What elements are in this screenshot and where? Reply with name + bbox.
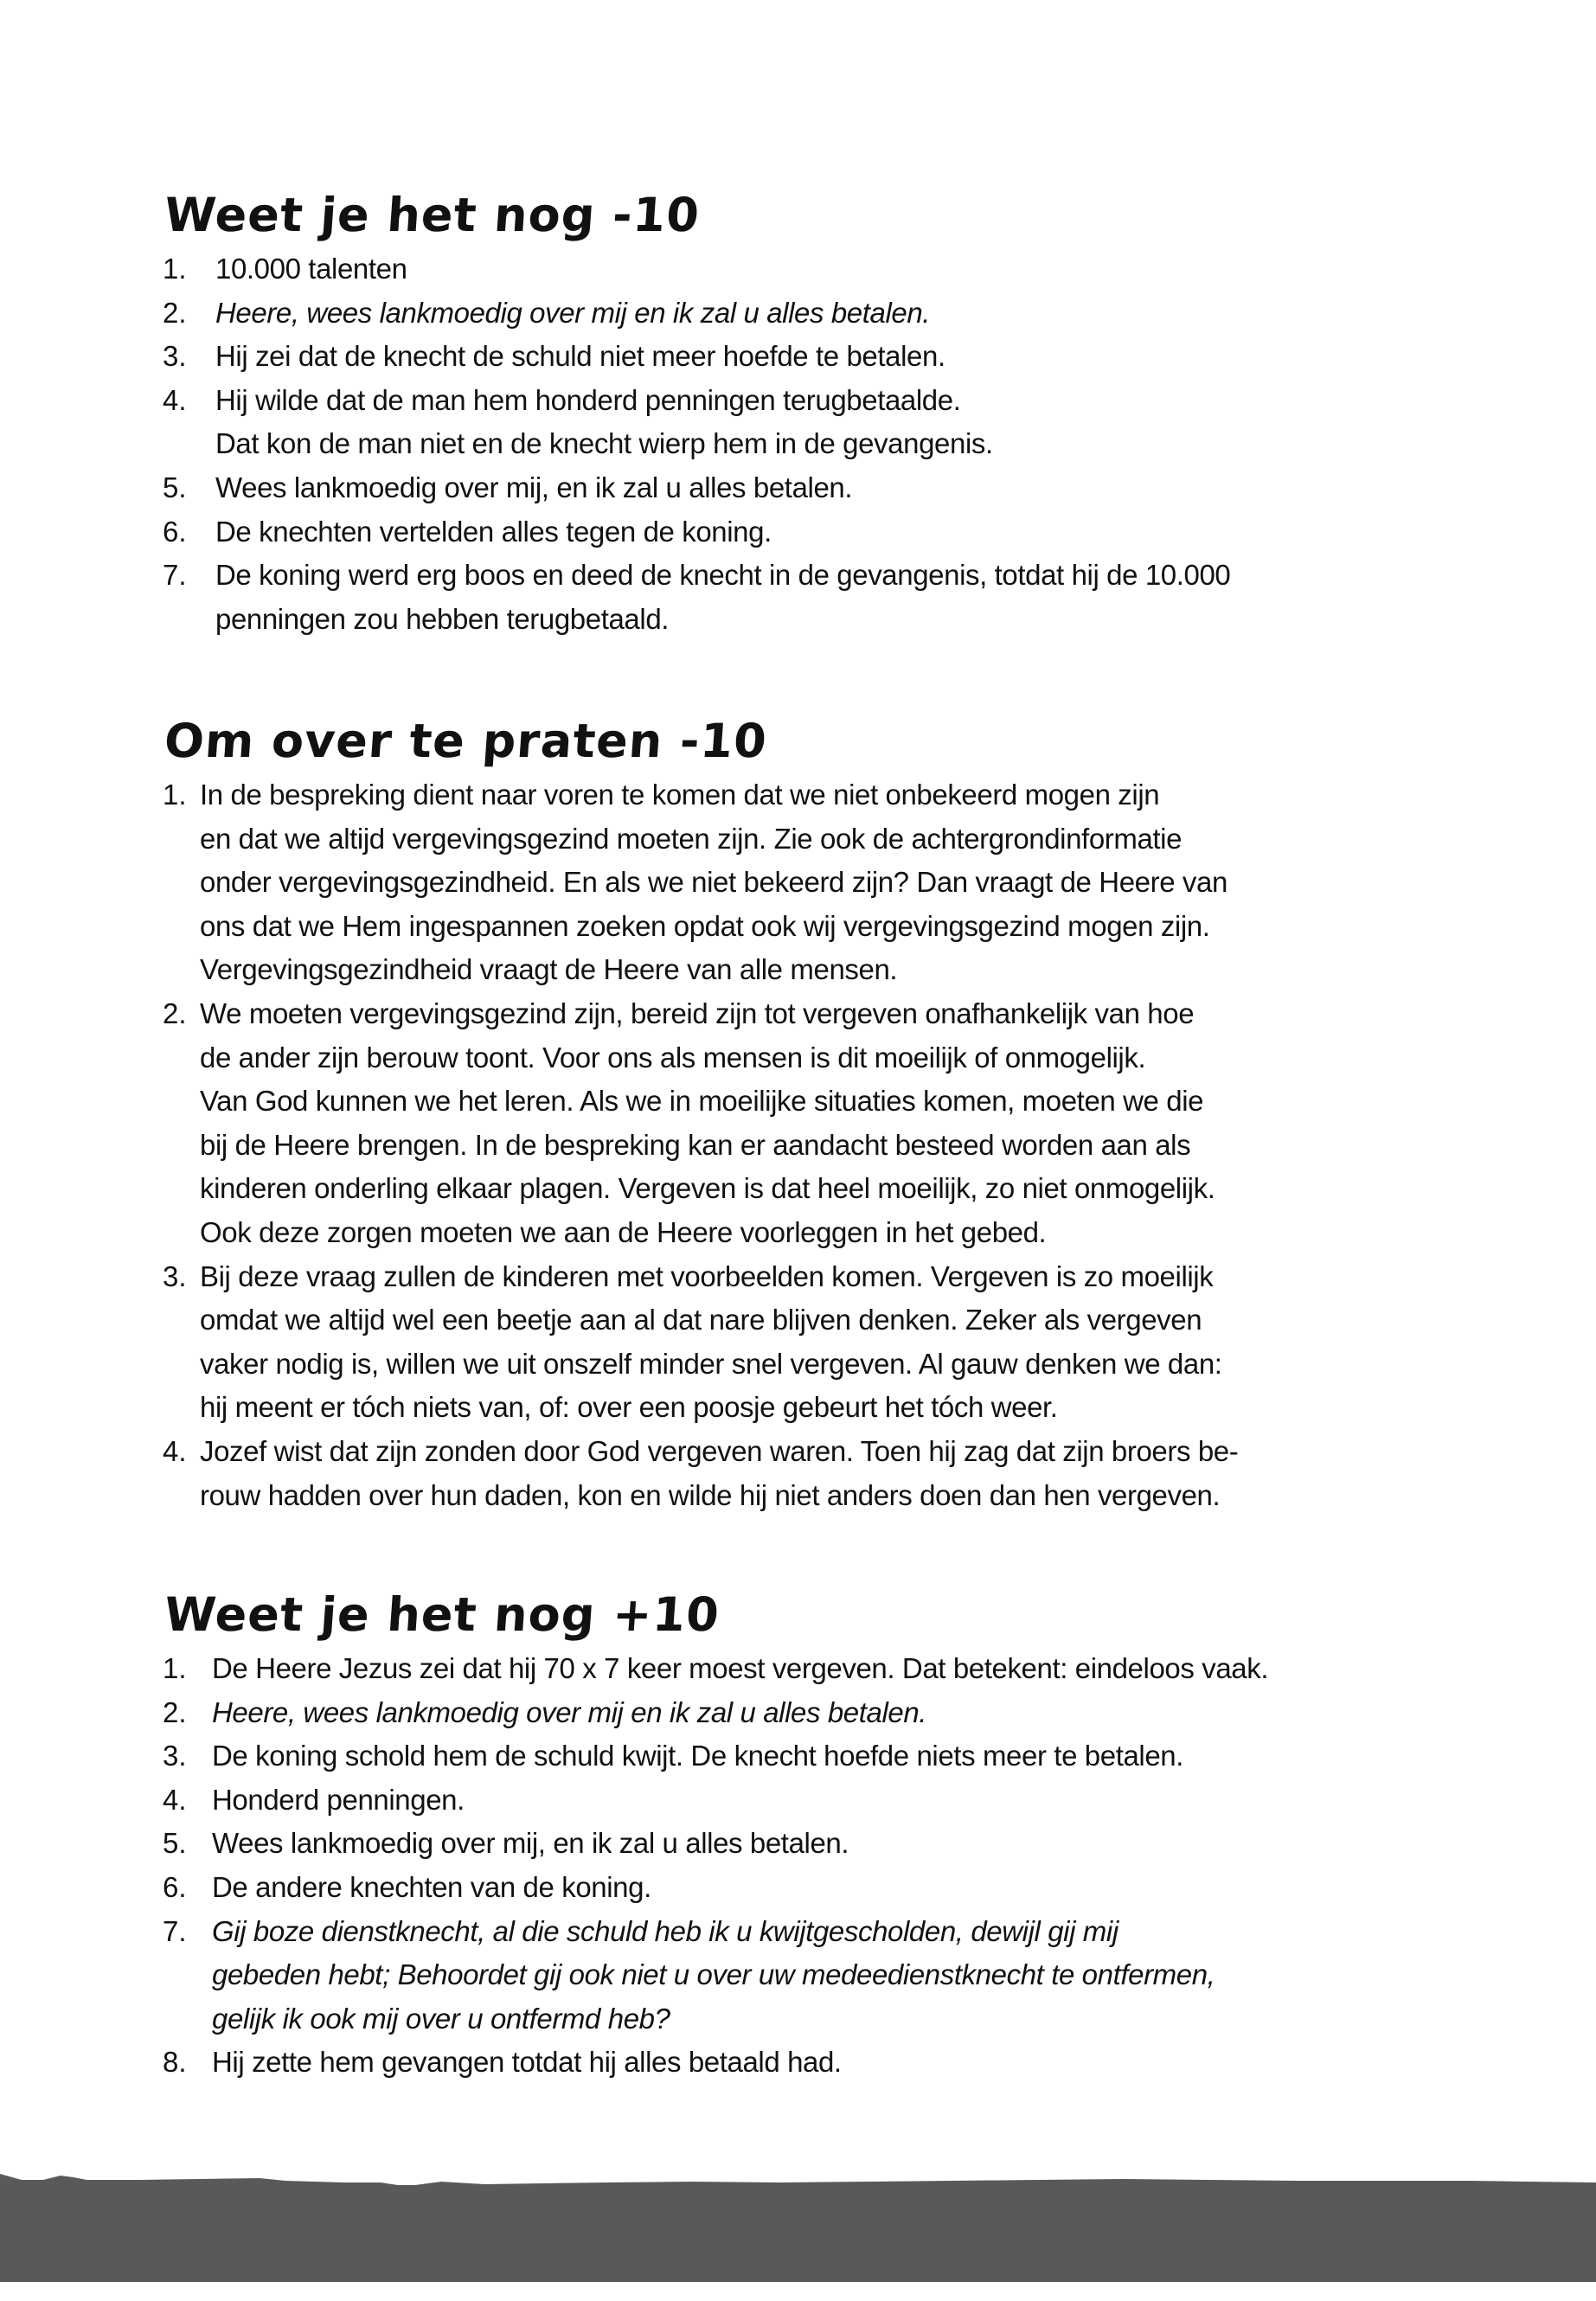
item-number: 4. (163, 1783, 187, 1816)
item-number: 8. (163, 2046, 187, 2079)
item-text-line: onder vergevingsgezindheid. En als we niet bekeerd zijn? Dan vraagt de Heere van (200, 866, 1227, 899)
item-text-line: De koning schold hem de schuld kwijt. De knecht hoefde niets meer te betalen. (212, 1740, 1184, 1772)
item-text-line: Wees lankmoedig over mij, en ik zal u alles betalen. (215, 471, 853, 503)
item-number: 3. (163, 1740, 187, 1772)
list-item (163, 292, 1527, 336)
list-item (163, 1866, 1527, 1910)
list-item (163, 992, 1527, 1255)
item-text-line: rouw hadden over hun daden, kon en wilde hij niet anders doen dan hen vergeven. (200, 1478, 1221, 1511)
item-text-line: Hij zei dat de knecht de schuld niet meer hoefde te betalen. (215, 340, 945, 373)
section-heading: Om over te praten -10 (163, 714, 769, 768)
item-text-line: de ander zijn berouw toont. Voor ons als mensen is dit moeilijk of onmogelijk. (200, 1041, 1146, 1074)
item-text-line: Wees lankmoedig over mij, en ik zal u alles betalen. (212, 1827, 849, 1860)
item-number: 2. (163, 1695, 187, 1728)
item-text-line: Van God kunnen we het leren. Als we in moeilijke situaties komen, moeten we die (200, 1085, 1204, 1118)
item-text-line: en dat we altijd vergevingsgezind moeten zijn. Zie ook de achtergrondinformatie (200, 822, 1183, 855)
list-item (163, 1734, 1527, 1779)
item-text-line: Dat kon de man niet en de knecht wierp hem in de gevangenis. (215, 427, 993, 460)
item-text-line: De Heere Jezus zei dat hij 70 x 7 keer moest vergeven. Dat betekent: eindeloos vaak. (212, 1652, 1269, 1684)
item-text-line: Hij zette hem gevangen totdat hij alles betaald had. (212, 2046, 842, 2079)
section-weet-je-het-nog-min10 (163, 189, 1527, 641)
item-number: 6. (163, 515, 187, 548)
item-text-line: In de bespreking dient naar voren te komen dat we niet onbekeerd mogen zijn (200, 779, 1160, 811)
item-text-line: 10.000 talenten (215, 253, 407, 285)
list-item (163, 1691, 1527, 1735)
list-item (163, 1779, 1527, 1823)
list-item (163, 773, 1527, 992)
item-number: 7. (163, 559, 187, 592)
item-text-line: omdat we altijd wel een beetje aan al dat nare blijven denken. Zeker als vergeven (200, 1304, 1202, 1336)
item-number: 6. (163, 1870, 187, 1903)
footer-band (0, 2163, 1596, 2282)
section-heading: Weet je het nog -10 (163, 188, 702, 242)
item-number: 4. (163, 383, 187, 416)
list-item (163, 1822, 1527, 1866)
item-number: 4. (163, 1434, 187, 1467)
list-item (163, 1647, 1527, 1691)
answer-list (163, 773, 1527, 1517)
item-text-line: ons dat we Hem ingespannen zoeken opdat ook wij vergevingsgezind mogen zijn. (200, 909, 1210, 942)
list-item (163, 1910, 1527, 2041)
list-item (163, 1430, 1527, 1517)
list-item (163, 1255, 1527, 1430)
item-number: 3. (163, 340, 187, 373)
item-text-line: Hij wilde dat de man hem honderd penningen terugbetaalde. (215, 383, 961, 416)
list-item (163, 466, 1527, 510)
item-text-line: De koning werd erg boos en deed de knecht in de gevangenis, totdat hij de 10.000 (215, 559, 1231, 592)
item-text-line: Vergevingsgezindheid vraagt de Heere van alle mensen. (200, 953, 898, 986)
answer-list (163, 1647, 1527, 2085)
item-text-line: Ook deze zorgen moeten we aan de Heere voorleggen in het gebed. (200, 1215, 1047, 1248)
item-text-line: Honderd penningen. (212, 1783, 465, 1816)
item-text-line: bij de Heere brengen. In de bespreking kan er aandacht besteed worden aan als (200, 1128, 1191, 1161)
item-number: 5. (163, 471, 187, 503)
item-text-line: Jozef wist dat zijn zonden door God vergeven waren. Toen hij zag dat zijn broers be- (200, 1434, 1239, 1467)
item-text-line: Bij deze vraag zullen de kinderen met voorbeelden komen. Vergeven is zo moeilijk (200, 1259, 1214, 1292)
item-text-line: vaker nodig is, willen we uit onszelf minder snel vergeven. Al gauw denken we dan: (200, 1347, 1222, 1380)
list-item (163, 335, 1527, 379)
item-number: 1. (163, 779, 187, 811)
item-text-line: Heere, wees lankmoedig over mij en ik zal u alles betalen. (212, 1695, 927, 1728)
list-item (163, 247, 1527, 292)
item-text-line: Gij boze dienstknecht, al die schuld heb ik u kwijtgescholden, dewijl gij mij (212, 1914, 1118, 1947)
item-number: 1. (163, 253, 187, 285)
list-item (163, 379, 1527, 466)
item-text-line: gebeden hebt; Behoordet gij ook niet u over uw medeedienstknecht te ontfermen, (212, 1958, 1215, 1991)
item-text-line: penningen zou hebben terugbetaald. (215, 602, 670, 635)
list-item (163, 554, 1527, 641)
section-om-over-te-praten-min10 (163, 715, 1527, 1517)
section-heading: Weet je het nog +10 (163, 1587, 721, 1642)
item-number: 2. (163, 296, 187, 329)
answer-list (163, 247, 1527, 641)
item-number: 7. (163, 1914, 187, 1947)
section-weet-je-het-nog-plus10 (163, 1588, 1527, 2085)
item-number: 2. (163, 997, 187, 1029)
item-text-line: De andere knechten van de koning. (212, 1870, 651, 1903)
item-number: 5. (163, 1827, 187, 1860)
item-text-line: De knechten vertelden alles tegen de koning. (215, 515, 772, 548)
item-text-line: hij meent er tóch niets van, of: over een poosje gebeurt het tóch weer. (200, 1391, 1058, 1424)
item-number: 1. (163, 1652, 187, 1684)
item-number: 3. (163, 1259, 187, 1292)
item-text-line: gelijk ik ook mij over u ontfermd heb? (212, 2002, 670, 2035)
item-text-line: kinderen onderling elkaar plagen. Vergeven is dat heel moeilijk, zo niet onmogelijk. (200, 1172, 1215, 1205)
item-text-line: Heere, wees lankmoedig over mij en ik zal u alles betalen. (215, 296, 931, 329)
item-text-line: We moeten vergevingsgezind zijn, bereid zijn tot vergeven onafhankelijk van hoe (200, 997, 1195, 1029)
list-item (163, 510, 1527, 554)
list-item (163, 2041, 1527, 2085)
